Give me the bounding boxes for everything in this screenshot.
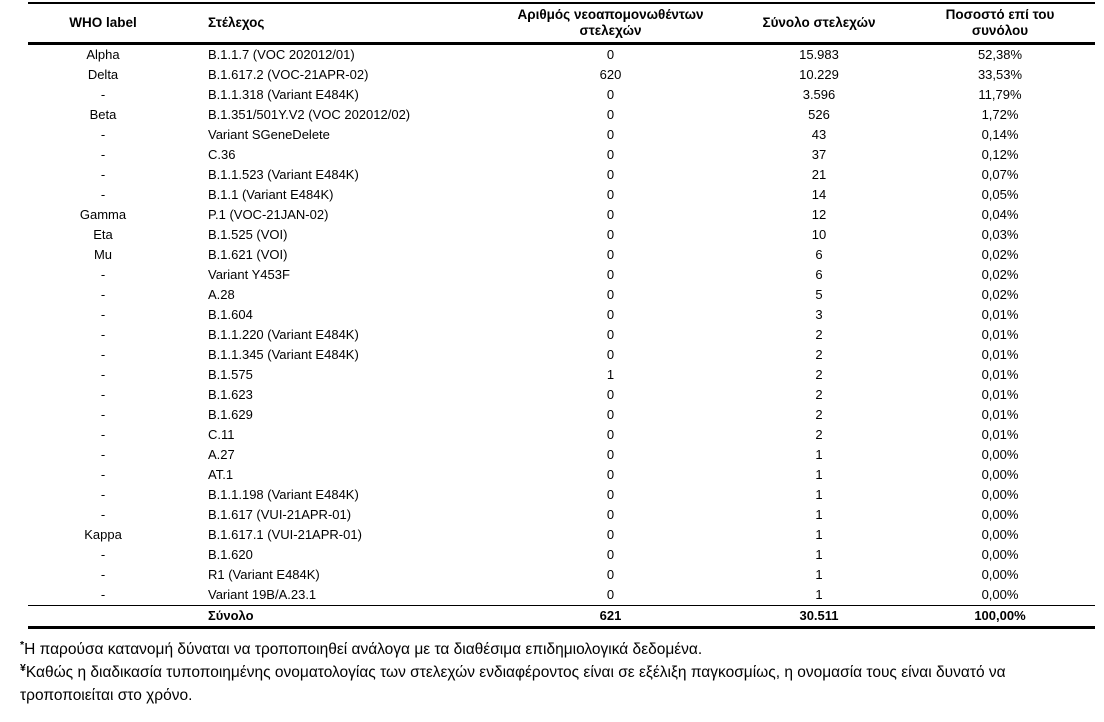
cell-who: - xyxy=(100,427,106,442)
cell-total: 12 xyxy=(811,207,827,222)
cell-new_isolates: 0 xyxy=(606,47,615,62)
footnote-marker: ¥ xyxy=(20,661,26,674)
cell-total: 2 xyxy=(815,367,823,382)
table-row xyxy=(28,205,1095,225)
table-row xyxy=(28,65,1095,85)
cell-total: 6 xyxy=(815,247,823,262)
cell-strain: A.28 xyxy=(208,287,235,302)
cell-total: 5 xyxy=(815,287,823,302)
cell-total: 15.983 xyxy=(799,47,839,62)
cell-total: 3.596 xyxy=(802,87,836,102)
cell-pct: 0,01% xyxy=(981,387,1019,402)
cell-strain: B.1.525 (VOI) xyxy=(208,227,288,242)
cell-pct: 0,00% xyxy=(981,467,1019,482)
cell-pct: 0,01% xyxy=(981,427,1019,442)
cell-total: 10 xyxy=(811,227,827,242)
cell-pct: 0,04% xyxy=(981,207,1019,222)
cell-total: 10.229 xyxy=(799,67,839,82)
cell-who: - xyxy=(100,127,106,142)
cell-who: Delta xyxy=(87,67,119,82)
cell-who: Beta xyxy=(89,107,117,122)
cell-pct: 0,01% xyxy=(981,307,1019,322)
table-row xyxy=(28,44,1095,66)
cell-new_isolates: 0 xyxy=(606,387,615,402)
total-label: Σύνολο xyxy=(208,608,254,623)
cell-pct: 0,07% xyxy=(981,167,1019,182)
table-header xyxy=(28,3,1095,44)
cell-new_isolates: 0 xyxy=(606,147,615,162)
table-row xyxy=(28,365,1095,385)
cell-new_isolates: 0 xyxy=(606,87,615,102)
table-row xyxy=(28,445,1095,465)
cell-new_isolates: 0 xyxy=(606,287,615,302)
column-header-strain xyxy=(178,3,488,44)
cell-new_isolates: 0 xyxy=(606,527,615,542)
table-row xyxy=(28,285,1095,305)
cell-who: - xyxy=(100,507,106,522)
cell-new_isolates: 0 xyxy=(606,587,615,602)
cell-new_isolates: 0 xyxy=(606,267,615,282)
cell-pct: 0,00% xyxy=(981,567,1019,582)
total-strains: 30.511 xyxy=(799,608,839,623)
cell-new_isolates: 0 xyxy=(606,547,615,562)
column-header-label: Αριθμός νεοαπομονωθέντων στελεχών xyxy=(517,7,704,38)
cell-pct: 0,00% xyxy=(981,587,1019,602)
cell-pct: 33,53% xyxy=(977,67,1023,82)
column-header-label: Στέλεχος xyxy=(208,15,265,30)
cell-pct: 0,00% xyxy=(981,487,1019,502)
cell-pct: 0,02% xyxy=(981,247,1019,262)
cell-total: 1 xyxy=(815,507,823,522)
cell-pct: 0,03% xyxy=(981,227,1019,242)
column-header-new_isolates xyxy=(488,3,733,44)
cell-total: 1 xyxy=(815,487,823,502)
cell-total: 1 xyxy=(815,527,823,542)
cell-new_isolates: 0 xyxy=(606,467,615,482)
cell-new_isolates: 0 xyxy=(606,227,615,242)
cell-who: - xyxy=(100,587,106,602)
cell-pct: 0,00% xyxy=(981,507,1019,522)
table-row xyxy=(28,325,1095,345)
table-row xyxy=(28,105,1095,125)
cell-pct: 0,02% xyxy=(981,287,1019,302)
cell-pct: 0,05% xyxy=(981,187,1019,202)
cell-total: 1 xyxy=(815,467,823,482)
column-header-total xyxy=(733,3,905,44)
cell-total: 2 xyxy=(815,327,823,342)
cell-strain: A.27 xyxy=(208,447,235,462)
table-row xyxy=(28,565,1095,585)
cell-strain: B.1.1.523 (Variant E484K) xyxy=(208,167,359,182)
cell-strain: B.1.617.1 (VUI-21APR-01) xyxy=(208,527,362,542)
cell-strain: Variant Y453F xyxy=(208,267,290,282)
cell-strain: B.1.1.7 (VOC 202012/01) xyxy=(208,47,355,62)
cell-who: - xyxy=(100,307,106,322)
table-row xyxy=(28,165,1095,185)
cell-strain: B.1.575 xyxy=(208,367,253,382)
table-row xyxy=(28,225,1095,245)
table-row xyxy=(28,245,1095,265)
cell-strain: P.1 (VOC-21JAN-02) xyxy=(208,207,329,222)
cell-who: - xyxy=(100,347,106,362)
cell-strain: B.1.1 (Variant E484K) xyxy=(208,187,334,202)
cell-who: Kappa xyxy=(84,527,122,542)
cell-who: - xyxy=(100,327,106,342)
cell-who: - xyxy=(100,387,106,402)
column-header-pct xyxy=(905,3,1095,44)
cell-strain: B.1.629 xyxy=(208,407,253,422)
column-header-label: WHO label xyxy=(69,15,137,30)
cell-who: - xyxy=(100,87,106,102)
cell-new_isolates: 0 xyxy=(606,427,615,442)
cell-new_isolates: 0 xyxy=(606,127,615,142)
table-row xyxy=(28,345,1095,365)
cell-new_isolates: 0 xyxy=(606,347,615,362)
cell-pct: 0,12% xyxy=(981,147,1019,162)
variants-table xyxy=(28,2,1095,629)
footnote xyxy=(20,638,1092,661)
cell-new_isolates: 0 xyxy=(606,187,615,202)
cell-strain: Variant 19B/A.23.1 xyxy=(208,587,317,602)
table-row xyxy=(28,505,1095,525)
cell-total: 2 xyxy=(815,347,823,362)
cell-who: - xyxy=(100,187,106,202)
table-row xyxy=(28,545,1095,565)
cell-total: 1 xyxy=(815,587,823,602)
cell-strain: B.1.617 (VUI-21APR-01) xyxy=(208,507,352,522)
cell-new_isolates: 0 xyxy=(606,567,615,582)
cell-strain: Variant SGeneDelete xyxy=(208,127,330,142)
cell-new_isolates: 0 xyxy=(606,447,615,462)
table-row xyxy=(28,485,1095,505)
cell-who: - xyxy=(100,287,106,302)
cell-total: 3 xyxy=(815,307,823,322)
cell-pct: 0,00% xyxy=(981,527,1019,542)
cell-who: - xyxy=(100,547,106,562)
cell-strain: B.1.604 xyxy=(208,307,253,322)
footnotes xyxy=(20,638,1092,707)
cell-total: 6 xyxy=(815,267,823,282)
cell-who: Eta xyxy=(93,227,113,242)
table-row xyxy=(28,305,1095,325)
cell-new_isolates: 620 xyxy=(599,67,622,82)
cell-total: 2 xyxy=(815,407,823,422)
cell-new_isolates: 1 xyxy=(606,367,615,382)
cell-strain: B.1.1.220 (Variant E484K) xyxy=(208,327,359,342)
cell-strain: B.1.623 xyxy=(208,387,253,402)
cell-total: 1 xyxy=(815,447,823,462)
cell-strain: R1 (Variant E484K) xyxy=(208,567,320,582)
cell-who: - xyxy=(100,447,106,462)
table-row xyxy=(28,265,1095,285)
footnote-marker: * xyxy=(20,638,25,651)
cell-who: - xyxy=(100,467,106,482)
cell-strain: AT.1 xyxy=(208,467,234,482)
cell-who: - xyxy=(100,487,106,502)
cell-pct: 11,79% xyxy=(978,87,1022,102)
cell-new_isolates: 0 xyxy=(606,247,615,262)
cell-new_isolates: 0 xyxy=(606,487,615,502)
cell-strain: B.1.621 (VOI) xyxy=(208,247,288,262)
table-row xyxy=(28,85,1095,105)
table-row xyxy=(28,385,1095,405)
cell-strain: B.1.1.345 (Variant E484K) xyxy=(208,347,359,362)
footnote-text: Η παρούσα κατανομή δύναται να τροποποιηθεί ανάλογα με τα διαθέσιμα επιδημιολογικά δεδομένα. xyxy=(24,641,703,658)
cell-strain: B.1.351/501Y.V2 (VOC 202012/02) xyxy=(208,107,411,122)
column-header-who xyxy=(28,3,178,44)
table-row xyxy=(28,585,1095,606)
cell-total: 21 xyxy=(811,167,827,182)
cell-strain: C.11 xyxy=(208,427,235,442)
cell-pct: 52,38% xyxy=(977,47,1023,62)
cell-new_isolates: 0 xyxy=(606,167,615,182)
total-new-isolates: 621 xyxy=(599,608,622,623)
cell-pct: 1,72% xyxy=(981,107,1019,122)
cell-strain: B.1.1.198 (Variant E484K) xyxy=(208,487,359,502)
cell-total: 526 xyxy=(808,107,830,122)
cell-who: - xyxy=(100,167,106,182)
table-row xyxy=(28,405,1095,425)
footnote-text: Καθώς η διαδικασία τυποποιημένης ονοματολογίας των στελεχών ενδιαφέροντος είναι σε εξέλιξη παγκοσμίως, η ονομασία τους είναι δυνατό να τροποποιείται στο χρόνο. xyxy=(20,664,1006,704)
cell-pct: 0,14% xyxy=(981,127,1019,142)
cell-pct: 0,01% xyxy=(981,327,1019,342)
cell-who: - xyxy=(100,267,106,282)
table-row xyxy=(28,125,1095,145)
cell-new_isolates: 0 xyxy=(606,327,615,342)
cell-who: Gamma xyxy=(79,207,127,222)
total-empty xyxy=(28,606,178,628)
cell-new_isolates: 0 xyxy=(606,207,615,222)
cell-strain: C.36 xyxy=(208,147,236,162)
column-header-label: Ποσοστό επί του συνόλου xyxy=(945,7,1055,38)
column-header-label: Σύνολο στελεχών xyxy=(762,15,876,30)
cell-pct: 0,00% xyxy=(981,547,1019,562)
total-pct: 100,00% xyxy=(974,608,1026,623)
cell-pct: 0,00% xyxy=(981,447,1019,462)
total-row xyxy=(28,606,1095,628)
cell-total: 43 xyxy=(811,127,827,142)
table-row xyxy=(28,525,1095,545)
cell-strain: B.1.1.318 (Variant E484K) xyxy=(208,87,359,102)
cell-total: 2 xyxy=(815,387,823,402)
cell-who: - xyxy=(100,367,106,382)
cell-total: 14 xyxy=(811,187,827,202)
cell-who: - xyxy=(100,407,106,422)
cell-new_isolates: 0 xyxy=(606,507,615,522)
cell-total: 2 xyxy=(815,427,823,442)
cell-new_isolates: 0 xyxy=(606,407,615,422)
cell-who: - xyxy=(100,147,106,162)
cell-total: 1 xyxy=(815,547,823,562)
table-footer xyxy=(28,606,1095,628)
cell-new_isolates: 0 xyxy=(606,107,615,122)
table-body xyxy=(28,44,1095,606)
table-row xyxy=(28,465,1095,485)
cell-pct: 0,01% xyxy=(981,347,1019,362)
cell-total: 37 xyxy=(811,147,827,162)
cell-who: Alpha xyxy=(86,47,120,62)
table-row xyxy=(28,185,1095,205)
table-row xyxy=(28,425,1095,445)
footnote xyxy=(20,661,1092,707)
cell-strain: B.1.617.2 (VOC-21APR-02) xyxy=(208,67,369,82)
cell-new_isolates: 0 xyxy=(606,307,615,322)
cell-who: Mu xyxy=(93,247,113,262)
cell-pct: 0,01% xyxy=(981,407,1019,422)
cell-strain: B.1.620 xyxy=(208,547,253,562)
cell-total: 1 xyxy=(815,567,823,582)
cell-pct: 0,01% xyxy=(981,367,1019,382)
cell-who: - xyxy=(100,567,106,582)
table-row xyxy=(28,145,1095,165)
cell-pct: 0,02% xyxy=(981,267,1019,282)
header-row xyxy=(28,3,1095,44)
